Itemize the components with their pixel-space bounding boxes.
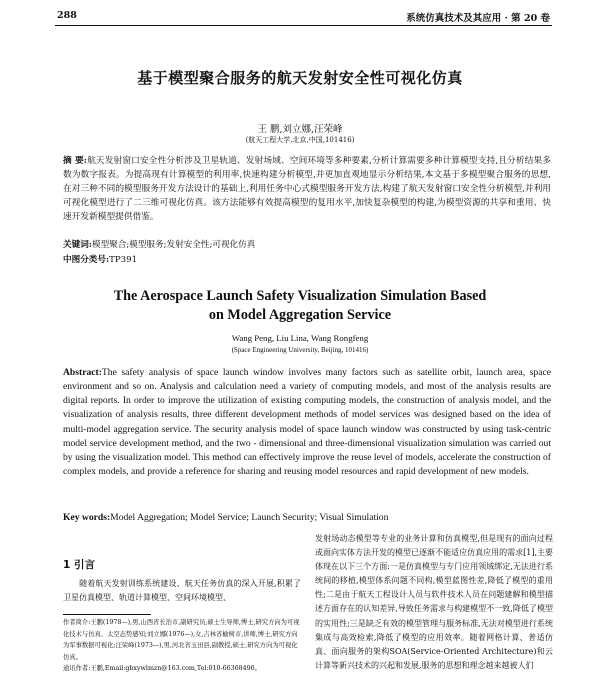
- chinese-keywords-label: 关键词:: [63, 240, 92, 250]
- chinese-title: 基于模型聚合服务的航天发射安全性可视化仿真: [137, 69, 463, 87]
- header-rule: [55, 25, 552, 26]
- chinese-keywords-text: 模型聚合;模型服务;发射安全性;可视化仿真: [91, 240, 256, 250]
- english-affiliation: (Space Engineering University, Beijing, 101416): [231, 346, 369, 354]
- footnote-author-bio: 作者简介:王鹏(1978—),男,山西省长治市,副研究员,硕士生导师,博士,研究方向为可视化技术与仿真、太空态势感知;刘立娜(1976—),女,吉林省榆树市,讲师,博士,研究方向为军事数据可视化;汪荣峰(1973—),男,河北省玉田县,副教授,硕士,研究方向为可视化仿真。: [63, 619, 300, 661]
- chinese-authors: 王 鹏,刘立娜,汪荣峰: [257, 124, 343, 135]
- english-keywords-text: Model Aggregation; Model Service; Launch Security; Visual Simulation: [110, 512, 389, 523]
- journal-header: 系统仿真技术及其应用 · 第 20 卷: [406, 13, 550, 24]
- english-title-line-2: on Model Aggregation Service: [208, 306, 392, 323]
- section-heading-introduction: 1 引言: [63, 559, 95, 571]
- english-abstract: [63, 366, 551, 479]
- page-number: 288: [57, 10, 77, 21]
- english-title: [0, 287, 600, 324]
- footnote-contact: 通讯作者:王鹏,Email:gbxywlmzn@163.com,Tel:010-66368496。: [63, 665, 261, 673]
- footnote: [63, 617, 303, 675]
- classification-label: 中图分类号:: [63, 255, 110, 265]
- left-column-text: 随着航天发射训练系统建设、航天任务仿真的深入开展,积累了卫星仿真模型、轨道计算模型、空间环境模型、: [63, 579, 301, 602]
- english-authors: Wang Peng, Liu Lina, Wang Rongfeng: [231, 333, 369, 343]
- classification-code: TP391: [109, 255, 138, 265]
- english-abstract-label: Abstract:: [63, 367, 102, 378]
- chinese-abstract: [63, 155, 551, 225]
- right-column-paragraph: 发射场动态模型等专业的业务计算和仿真模型,但是现有的面向过程或面向实体方法开发的模型已逐渐不能适应仿真应用的需求[1],主要体现在以下三个方面:一是仿真模型与专门应用领域绑定,无法进行系统间的移植,模型体系问题不同构,模型蓝图性差,降低了模型的重用性;二是由于航天工程设计人员与软件技术人员在问题建解和模型描述方面存在的认知差异,导致任务需求与构建模型不一致,降低了模型的实用性;三是缺乏有效的模型管理与服务标准,无法对模型进行系统集成与高效检索,降低了模型的应用效率。随着网格计算、普适仿真、面向服务的架构SOA(Service-Oriented Architecture)和云计算等新兴技术的兴起和发展,服务的思想和理念越来越被人们: [315, 534, 553, 670]
- chinese-affiliation: (航天工程大学,北京,中国,101416): [245, 136, 355, 144]
- classification-number: [63, 253, 551, 265]
- footnote-rule: [63, 614, 151, 615]
- chinese-keywords: [63, 238, 551, 250]
- chinese-abstract-text: 航天发射窗口安全性分析涉及卫星轨道、发射场域、空间环境等多种要素,分析计算需要多种计算模型支持,且分析结果多数为数字报表。为提高现有计算模型的利用率,快速构建分析模型,并更加直观地显示分析结果,本文基于多模型聚合服务的思想,在对三种不同的模型服务开发方法设计的基础上,利用任务中心式模型服务开发方法,构建了航天发射窗口安全性分析模型,并利用可视化模型进行了二三维可视化仿真。该方法能够有效提高模型的复用水平,加快复杂模型的构建,为模型资源的共享和重用、快速开发新模型提供借鉴。: [63, 156, 551, 222]
- left-column-paragraph: [63, 577, 301, 604]
- chinese-abstract-label: 摘 要:: [63, 156, 87, 166]
- english-abstract-text: The safety analysis of space launch window involves many factors such as satellite orbit, launch area, space environment and so on. Analysis and calculation need a variety of computing models, and most of the analysis results are digital reports. In order to improve the utilization of existing computing models, the construction of analysis model, and the visualization of analysis results, three different development methods of model services was designed based on the idea of multi-model aggregation service. The security analysis model of space launch window was constructed by using task-centric model service development method, and the two - dimensional and three-dimensional visualization simulation was carried out by using the visualization model. This method can effectively improve the reuse level of models, accelerate the construction of complex models, and provide a reference for sharing and reusing model resources and rapid development of new models.: [63, 367, 551, 478]
- english-title-line-1: The Aerospace Launch Safety Visualization Simulation Based: [113, 288, 487, 304]
- english-keywords-label: Key words:: [63, 512, 111, 523]
- english-keywords: [63, 512, 551, 523]
